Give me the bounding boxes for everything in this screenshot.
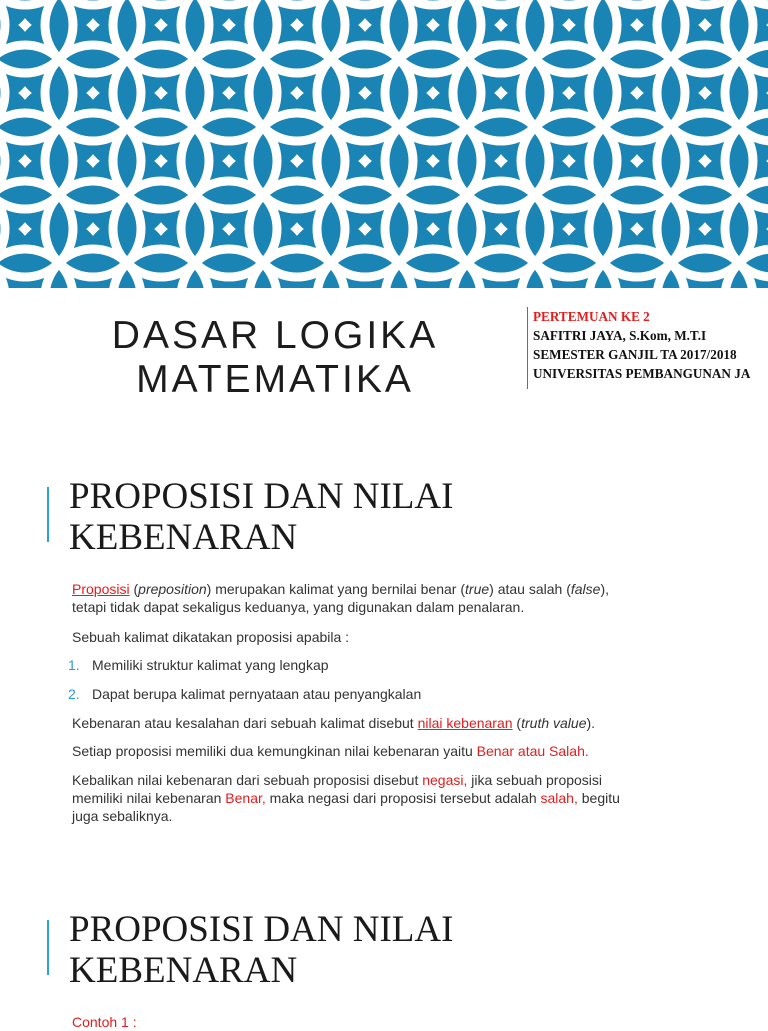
slide-title: [60, 314, 490, 402]
term-benar: Benar,: [225, 790, 266, 806]
text-fragment: ).: [586, 715, 596, 731]
term-nilai-kebenaran: nilai kebenaran: [417, 715, 513, 731]
example-label: Contoh 1 :: [72, 1014, 137, 1030]
text-fragment: maka negasi dari proposisi tersebut adalah: [265, 790, 541, 806]
list-item-text: Dapat berupa kalimat pernyataan atau penyangkalan: [92, 686, 422, 702]
lecturer-name: SAFITRI JAYA, S.Kom, M.T.I: [533, 328, 707, 343]
list-item-text: Memiliki struktur kalimat yang lengkap: [92, 657, 329, 673]
section1-paragraph-two-values: [72, 742, 692, 760]
university-name: UNIVERSITAS PEMBANGUNAN JA: [533, 366, 751, 381]
term-negasi: negasi,: [422, 772, 468, 788]
negation-line3: juga sebaliknya.: [72, 808, 173, 824]
text-fragment: ),: [600, 581, 609, 597]
term-proposisi: Proposisi: [72, 581, 130, 597]
text-fragment: ) merupakan kalimat yang bernilai benar (: [206, 581, 466, 597]
term-truth-value: truth value: [521, 715, 587, 731]
section2-heading: [69, 909, 453, 991]
section2-heading-line2: KEBENARAN: [69, 950, 298, 991]
word-true: true: [465, 581, 490, 597]
meeting-label: PERTEMUAN KE 2: [533, 309, 650, 324]
text-fragment: (: [512, 715, 522, 731]
text-fragment: Kebenaran atau kesalahan dari sebuah kalimat disebut: [72, 715, 418, 731]
term-salah: salah,: [540, 790, 578, 806]
semester-label: SEMESTER GANJIL TA 2017/2018: [533, 347, 737, 362]
text-fragment: memiliki nilai kebenaran: [72, 790, 226, 806]
term-benar-atau-salah: Benar atau Salah.: [476, 743, 589, 759]
course-info: [527, 307, 768, 389]
slide-title-line2: MATEMATIKA: [136, 358, 414, 401]
criteria-list-item: [68, 656, 692, 674]
text-fragment: ) atau salah (: [489, 581, 571, 597]
section1-paragraph-definition: [72, 580, 692, 616]
section1-accent-bar: [47, 487, 49, 542]
section1-heading-line1: PROPOSISI DAN NILAI: [69, 476, 454, 517]
banner-pattern: [0, 0, 768, 288]
text-fragment: jika sebuah proposisi: [467, 772, 603, 788]
text-fragment: (: [129, 581, 139, 597]
criteria-list-item: [68, 685, 692, 703]
text-fragment: Kebalikan nilai kebenaran dari sebuah proposisi disebut: [72, 772, 423, 788]
criteria-intro: Sebuah kalimat dikatakan proposisi apabila :: [72, 629, 350, 645]
banner-circle-pattern: [0, 0, 768, 288]
definition-line2: tetapi tidak dapat sekaligus keduanya, yang digunakan dalam penalaran.: [72, 599, 525, 615]
term-preposition: preposition: [138, 581, 207, 597]
section1-paragraph-negation: [72, 771, 692, 825]
slide-title-line1: DASAR LOGIKA: [111, 314, 439, 357]
section2-example-label: [72, 1013, 692, 1031]
section1-heading: [69, 476, 453, 558]
text-fragment: Setiap proposisi memiliki dua kemungkinan nilai kebenaran yaitu: [72, 743, 477, 759]
text-fragment: begitu: [577, 790, 620, 806]
word-false: false: [570, 581, 601, 597]
section1-paragraph-criteria: [72, 628, 692, 646]
list-number: 1.: [68, 657, 80, 673]
section1-heading-line2: KEBENARAN: [69, 517, 298, 558]
section2-accent-bar: [47, 920, 49, 975]
list-number: 2.: [68, 686, 80, 702]
section1-paragraph-truth-value: [72, 714, 692, 732]
section2-heading-line1: PROPOSISI DAN NILAI: [69, 909, 454, 950]
